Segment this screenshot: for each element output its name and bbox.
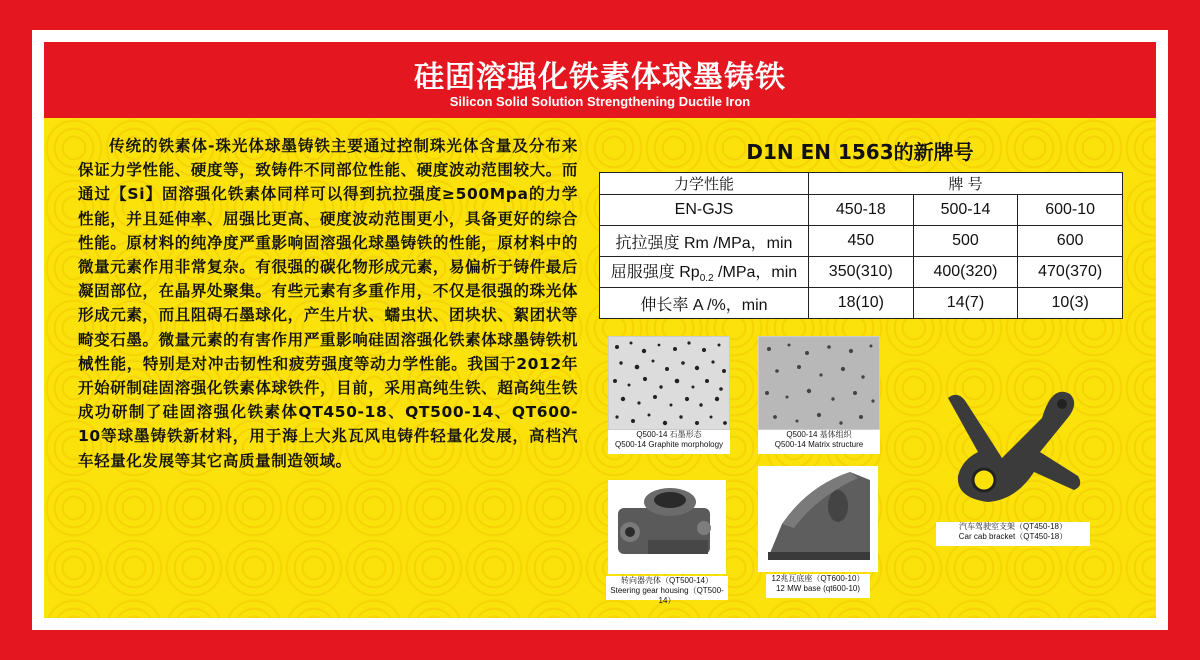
graphite-micrograph xyxy=(608,336,730,430)
cell: 450-18 xyxy=(809,195,914,226)
steering-housing-caption: 转向器壳体（QT500-14） Steering gear housing（QT500-14） xyxy=(606,576,728,600)
properties-table xyxy=(599,172,1123,319)
wind-base-image xyxy=(758,466,878,572)
row-label: 屈服强度 $Rp_{0.2}$ /MPa，min xyxy=(600,257,809,288)
cell: 600-10 xyxy=(1018,195,1123,226)
table-row xyxy=(600,195,1123,226)
cab-bracket-photo xyxy=(932,380,1092,512)
row-label: EN-GJS xyxy=(600,195,809,226)
table-header-grades: 牌 号 xyxy=(809,173,1123,195)
cell: 600 xyxy=(1018,226,1123,257)
title-en: Silicon Solid Solution Strengthening Ductile Iron xyxy=(449,94,751,109)
cell: 470(370) xyxy=(1018,257,1123,288)
steering-housing-image xyxy=(608,480,726,574)
table-title: D1N EN 1563的新牌号 xyxy=(746,140,974,164)
table-row xyxy=(600,226,1123,257)
cell: 400(320) xyxy=(913,257,1018,288)
table-row xyxy=(600,288,1123,319)
wind-base-photo xyxy=(758,466,878,572)
cell: 450 xyxy=(809,226,914,257)
graphite-micrograph-image xyxy=(609,337,729,429)
matrix-micrograph xyxy=(758,336,880,430)
wind-base-caption: 12兆瓦底座（QT600-10） 12 MW base (qt600-10) xyxy=(766,574,870,598)
content-panel xyxy=(44,118,1156,618)
cab-bracket-image xyxy=(932,380,1092,512)
cab-bracket-caption: 汽车驾驶室支架（QT450-18） Car cab bracket（QT450-18） xyxy=(936,522,1090,546)
cell: 10(3) xyxy=(1018,288,1123,319)
row-label: 抗拉强度 Rm /MPa，min xyxy=(600,226,809,257)
cell: 14(7) xyxy=(913,288,1018,319)
cell: 500 xyxy=(913,226,1018,257)
title-banner xyxy=(44,42,1156,118)
cell: 500-14 xyxy=(913,195,1018,226)
table-row xyxy=(600,257,1123,288)
steering-housing-photo xyxy=(608,480,726,574)
cell: 18(10) xyxy=(809,288,914,319)
table-header-properties: 力学性能 xyxy=(600,173,809,195)
graphite-caption: Q500-14 石墨形态 Q500-14 Graphite morphology xyxy=(608,430,730,454)
matrix-caption: Q500-14 基体组织 Q500-14 Matrix structure xyxy=(758,430,880,454)
body-text: 传统的铁素体-珠光体球墨铸铁主要通过控制珠光体含量及分布来保证力学性能、硬度等，致铸件不同部位性能、硬度波动范围较大。而通过【Si】固溶强化铁素体同样可以得到抗拉强度≥500Mpa的力学性能，并且延伸率、屈强比更高、硬度波动范围更小，具备更好的综合性能。原材料的纯净度严重影响固溶强化球墨铸铁的性能，原材料中的微量元素作用非常复杂。有很强的碳化物形成元素，易偏析于铸件最后凝固部位，在晶界处聚集。有些元素有多重作用，不仅是很强的珠光体形成元素，而且阻碍石墨球化，产生片状、蠕虫状、团块状、絮团状等畸变石墨。微量元素的有害作用严重影响硅固溶强化铁素体球墨铸铁机械性能，特别是对冲击韧性和疲劳强度等动力学性能。我国于2012年开始研制硅固溶强化铁素体球铁件，目前，采用高纯生铁、超高纯生铁成功研制了硅固溶强化铁素体QT450-18、QT500-14、QT600-10等球墨铸铁新材料，用于海上大兆瓦风电铸件轻量化发展，高档汽车轻量化发展等其它高质量制造领域。 xyxy=(78,137,578,470)
row-label: 伸长率 A /%，min xyxy=(600,288,809,319)
title-zh: 硅固溶强化铁素体球墨铸铁 xyxy=(414,60,786,95)
cell: 350(310) xyxy=(809,257,914,288)
table-header-row xyxy=(600,173,1123,195)
matrix-micrograph-image xyxy=(759,337,879,429)
